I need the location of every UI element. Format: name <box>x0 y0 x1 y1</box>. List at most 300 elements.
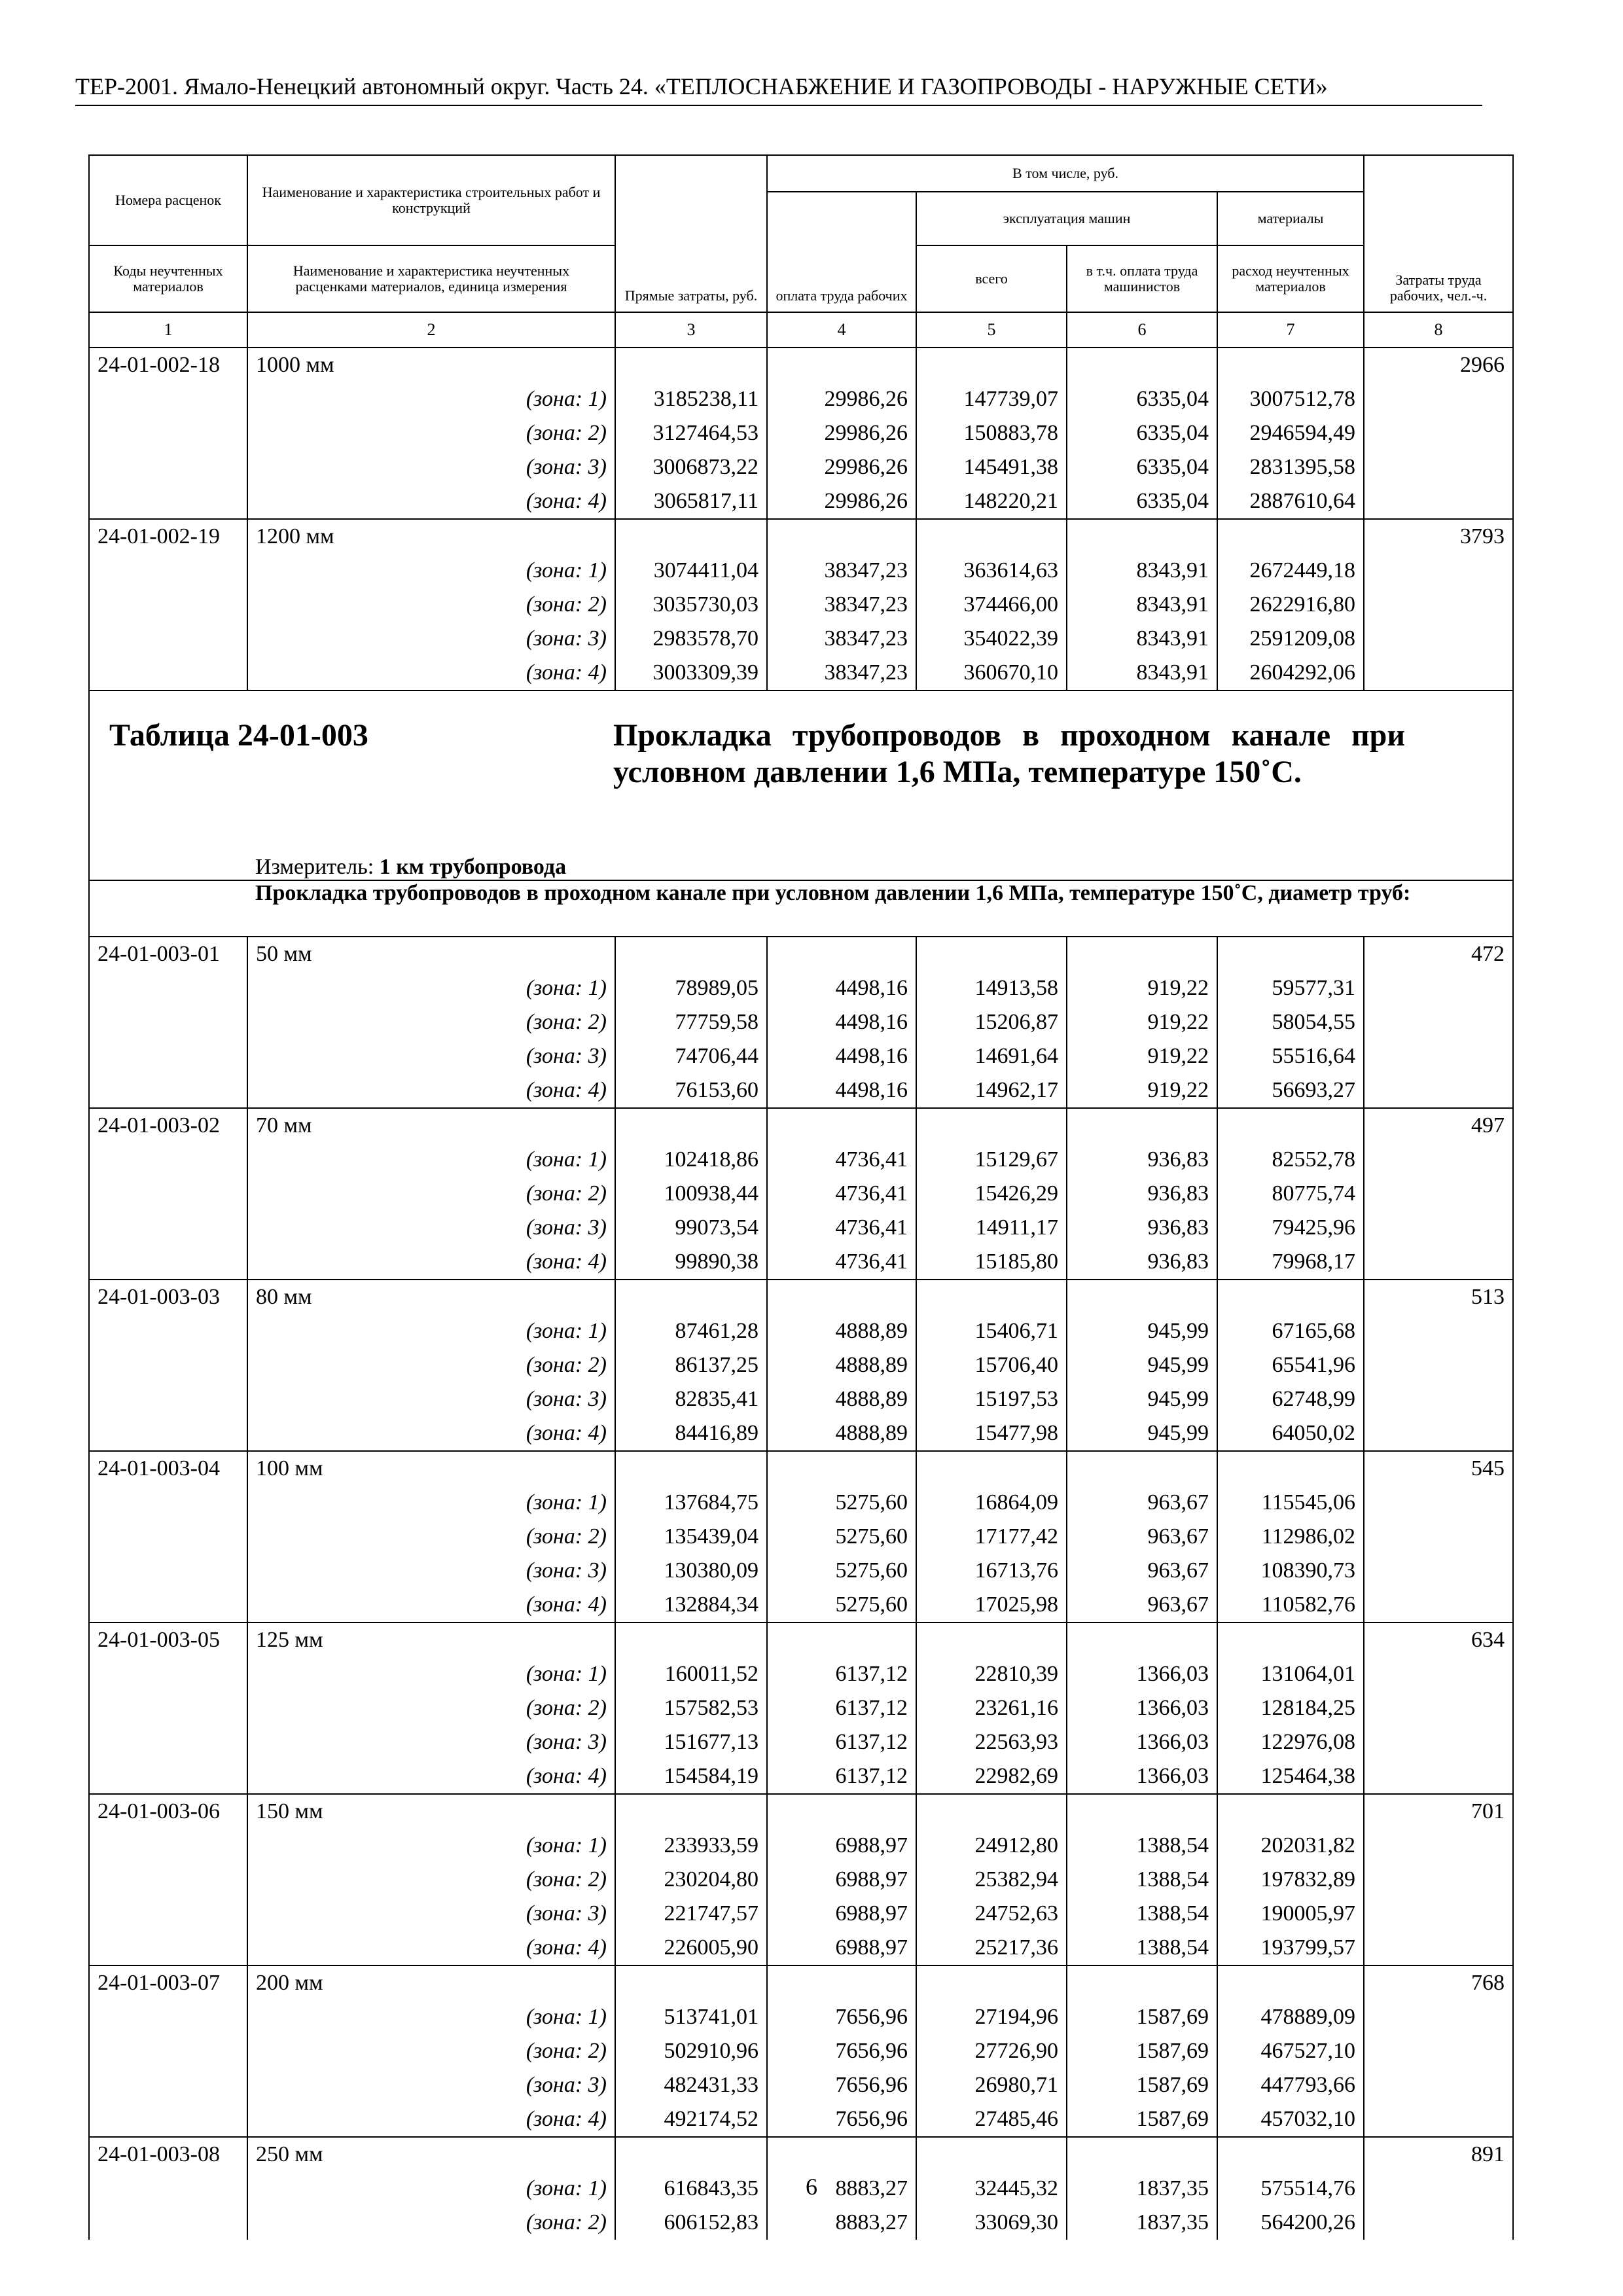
col-operator-pay: в т.ч. оплата труда машинистов <box>1067 245 1217 312</box>
direct-cost: 3006873,22 <box>615 450 767 484</box>
direct-cost: 74706,44 <box>615 1039 767 1073</box>
labor-cost: 634 <box>1364 1623 1513 1657</box>
direct-cost: 137684,75 <box>615 1486 767 1520</box>
zone-label: (зона: 4) <box>247 2102 615 2137</box>
col-name: Наименование и характеристика строительных работ и конструкций <box>247 155 615 245</box>
empty-cell <box>767 1965 916 2000</box>
table-name: Таблица 24-01-003 <box>109 718 368 753</box>
materials-use: 3007512,78 <box>1217 382 1364 416</box>
labor-pay: 29986,26 <box>767 484 916 519</box>
rate-code: 24-01-002-19 <box>89 519 247 554</box>
operator-pay: 963,67 <box>1067 1588 1217 1623</box>
materials-use: 108390,73 <box>1217 1554 1364 1588</box>
empty-cell <box>1364 2102 1513 2137</box>
rate-name: 1000 мм <box>247 348 615 382</box>
machines-total: 33069,30 <box>916 2206 1067 2240</box>
empty-cell <box>1217 1623 1364 1657</box>
empty-cell <box>615 2137 767 2172</box>
rate-code: 24-01-003-07 <box>89 1965 247 2000</box>
col-rate-no: Номера расценок <box>89 155 247 245</box>
empty-cell <box>615 1965 767 2000</box>
labor-pay: 4736,41 <box>767 1245 916 1280</box>
empty-cell <box>89 484 247 519</box>
empty-cell <box>1364 1520 1513 1554</box>
empty-cell <box>89 1897 247 1931</box>
meter-value: 1 км трубопровода <box>379 855 567 879</box>
empty-cell <box>1364 1657 1513 1691</box>
empty-cell <box>89 2068 247 2102</box>
empty-cell <box>1364 1039 1513 1073</box>
machines-total: 27194,96 <box>916 2000 1067 2034</box>
zone-row <box>89 1759 1513 1794</box>
empty-cell <box>1364 1211 1513 1245</box>
col-number: 3 <box>615 312 767 348</box>
empty-cell <box>1217 519 1364 554</box>
labor-pay: 4888,89 <box>767 1348 916 1382</box>
operator-pay: 6335,04 <box>1067 450 1217 484</box>
rate-name: 125 мм <box>247 1623 615 1657</box>
col-machines: эксплуатация машин <box>916 192 1217 245</box>
empty-cell <box>1364 1691 1513 1725</box>
machines-total: 22563,93 <box>916 1725 1067 1759</box>
empty-cell <box>916 1280 1067 1314</box>
empty-cell <box>89 971 247 1005</box>
operator-pay: 6335,04 <box>1067 382 1217 416</box>
labor-pay: 8883,27 <box>767 2206 916 2240</box>
empty-cell <box>1364 1314 1513 1348</box>
empty-cell <box>1217 2137 1364 2172</box>
direct-cost: 151677,13 <box>615 1725 767 1759</box>
col-number: 8 <box>1364 312 1513 348</box>
zone-label: (зона: 3) <box>247 1211 615 1245</box>
empty-cell <box>1217 937 1364 971</box>
machines-total: 14913,58 <box>916 971 1067 1005</box>
materials-use: 2604292,06 <box>1217 656 1364 691</box>
machines-total: 363614,63 <box>916 554 1067 588</box>
direct-cost: 221747,57 <box>615 1897 767 1931</box>
rate-row <box>89 1965 1513 2000</box>
rate-row <box>89 1794 1513 1829</box>
empty-cell <box>89 1588 247 1623</box>
direct-cost: 230204,80 <box>615 1863 767 1897</box>
zone-label: (зона: 3) <box>247 1725 615 1759</box>
labor-pay: 7656,96 <box>767 2102 916 2137</box>
empty-cell <box>1364 2068 1513 2102</box>
machines-total: 15129,67 <box>916 1143 1067 1177</box>
labor-pay: 29986,26 <box>767 450 916 484</box>
rate-row <box>89 1280 1513 1314</box>
zone-row <box>89 1554 1513 1588</box>
empty-cell <box>1364 1177 1513 1211</box>
materials-use: 575514,76 <box>1217 2172 1364 2206</box>
empty-cell <box>767 519 916 554</box>
materials-use: 65541,96 <box>1217 1348 1364 1382</box>
zone-row <box>89 1931 1513 1965</box>
materials-use: 2831395,58 <box>1217 450 1364 484</box>
operator-pay: 1587,69 <box>1067 2068 1217 2102</box>
machines-total: 22810,39 <box>916 1657 1067 1691</box>
materials-use: 2672449,18 <box>1217 554 1364 588</box>
materials-use: 128184,25 <box>1217 1691 1364 1725</box>
empty-cell <box>916 1623 1067 1657</box>
materials-use: 2887610,64 <box>1217 484 1364 519</box>
empty-cell <box>1364 622 1513 656</box>
empty-cell <box>1364 382 1513 416</box>
zone-row <box>89 622 1513 656</box>
materials-use: 112986,02 <box>1217 1520 1364 1554</box>
col-number: 5 <box>916 312 1067 348</box>
labor-pay: 6988,97 <box>767 1897 916 1931</box>
direct-cost: 99890,38 <box>615 1245 767 1280</box>
empty-cell <box>916 1108 1067 1143</box>
empty-cell <box>615 519 767 554</box>
operator-pay: 945,99 <box>1067 1382 1217 1416</box>
machines-total: 15426,29 <box>916 1177 1067 1211</box>
materials-use: 110582,76 <box>1217 1588 1364 1623</box>
labor-pay: 4888,89 <box>767 1382 916 1416</box>
empty-cell <box>89 2206 247 2240</box>
zone-row <box>89 1897 1513 1931</box>
col-number: 2 <box>247 312 615 348</box>
empty-cell <box>916 348 1067 382</box>
machines-total: 14962,17 <box>916 1073 1067 1108</box>
operator-pay: 8343,91 <box>1067 656 1217 691</box>
machines-total: 17177,42 <box>916 1520 1067 1554</box>
zone-row <box>89 416 1513 450</box>
col-number: 6 <box>1067 312 1217 348</box>
zone-row <box>89 2000 1513 2034</box>
operator-pay: 1366,03 <box>1067 1759 1217 1794</box>
zone-label: (зона: 3) <box>247 1554 615 1588</box>
empty-cell <box>89 1416 247 1451</box>
labor-cost: 497 <box>1364 1108 1513 1143</box>
empty-cell <box>89 1520 247 1554</box>
empty-cell <box>1364 1829 1513 1863</box>
empty-cell <box>1217 1794 1364 1829</box>
zone-row <box>89 1725 1513 1759</box>
empty-cell <box>1364 1588 1513 1623</box>
zone-label: (зона: 3) <box>247 2068 615 2102</box>
col-codes: Коды неучтенных материалов <box>89 245 247 312</box>
empty-cell <box>1364 1416 1513 1451</box>
rate-code: 24-01-003-05 <box>89 1623 247 1657</box>
direct-cost: 492174,52 <box>615 2102 767 2137</box>
zone-row <box>89 1486 1513 1520</box>
empty-cell <box>1364 2206 1513 2240</box>
section-description: Прокладка трубопроводов в проходном канале при условном давлении 1,6 МПа, температуре 150˚С, диаметр труб: <box>247 880 1513 937</box>
direct-cost: 157582,53 <box>615 1691 767 1725</box>
machines-total: 16864,09 <box>916 1486 1067 1520</box>
empty-cell <box>89 2102 247 2137</box>
empty-cell <box>89 1759 247 1794</box>
labor-cost: 701 <box>1364 1794 1513 1829</box>
table-header <box>89 155 1513 348</box>
operator-pay: 1837,35 <box>1067 2172 1217 2206</box>
empty-cell <box>89 1382 247 1416</box>
operator-pay: 1366,03 <box>1067 1657 1217 1691</box>
col-number: 7 <box>1217 312 1364 348</box>
zone-label: (зона: 2) <box>247 2034 615 2068</box>
labor-pay: 7656,96 <box>767 2000 916 2034</box>
machines-total: 25217,36 <box>916 1931 1067 1965</box>
operator-pay: 1366,03 <box>1067 1725 1217 1759</box>
zone-row <box>89 1691 1513 1725</box>
rates-table <box>88 154 1514 2240</box>
zone-label: (зона: 4) <box>247 484 615 519</box>
machines-total: 15197,53 <box>916 1382 1067 1416</box>
empty-cell <box>916 519 1067 554</box>
labor-pay: 6137,12 <box>767 1725 916 1759</box>
rate-name: 100 мм <box>247 1451 615 1486</box>
labor-pay: 8883,27 <box>767 2172 916 2206</box>
operator-pay: 1388,54 <box>1067 1863 1217 1897</box>
machines-total: 22982,69 <box>916 1759 1067 1794</box>
labor-pay: 4498,16 <box>767 1039 916 1073</box>
machines-total: 145491,38 <box>916 450 1067 484</box>
empty-cell <box>1364 1382 1513 1416</box>
col-total: всего <box>916 245 1067 312</box>
empty-cell <box>1067 1965 1217 2000</box>
empty-cell <box>1364 1486 1513 1520</box>
operator-pay: 1388,54 <box>1067 1897 1217 1931</box>
empty-cell <box>916 1451 1067 1486</box>
machines-total: 16713,76 <box>916 1554 1067 1588</box>
zone-row <box>89 450 1513 484</box>
empty-cell <box>89 622 247 656</box>
operator-pay: 8343,91 <box>1067 622 1217 656</box>
zone-row <box>89 382 1513 416</box>
labor-pay: 29986,26 <box>767 416 916 450</box>
empty-cell <box>1364 1005 1513 1039</box>
page-number: 6 <box>806 2174 817 2200</box>
direct-cost: 226005,90 <box>615 1931 767 1965</box>
col-mat-use: расход неучтенных материалов <box>1217 245 1364 312</box>
empty-cell <box>1067 1794 1217 1829</box>
empty-cell <box>1364 1863 1513 1897</box>
zone-label: (зона: 2) <box>247 1348 615 1382</box>
machines-total: 148220,21 <box>916 484 1067 519</box>
zone-row <box>89 656 1513 691</box>
empty-cell <box>767 1623 916 1657</box>
rate-name: 80 мм <box>247 1280 615 1314</box>
empty-cell <box>1217 1280 1364 1314</box>
empty-cell <box>89 1245 247 1280</box>
zone-row <box>89 1657 1513 1691</box>
empty-cell <box>1067 2137 1217 2172</box>
empty-cell <box>1067 937 1217 971</box>
zone-row <box>89 1039 1513 1073</box>
direct-cost: 3185238,11 <box>615 382 767 416</box>
machines-total: 25382,94 <box>916 1863 1067 1897</box>
empty-cell <box>1364 971 1513 1005</box>
materials-use: 62748,99 <box>1217 1382 1364 1416</box>
labor-cost: 768 <box>1364 1965 1513 2000</box>
machines-total: 15185,80 <box>916 1245 1067 1280</box>
rate-code: 24-01-003-08 <box>89 2137 247 2172</box>
labor-pay: 5275,60 <box>767 1520 916 1554</box>
empty-cell <box>1364 1554 1513 1588</box>
labor-pay: 38347,23 <box>767 622 916 656</box>
machines-total: 23261,16 <box>916 1691 1067 1725</box>
zone-label: (зона: 2) <box>247 588 615 622</box>
direct-cost: 132884,34 <box>615 1588 767 1623</box>
empty-cell <box>1067 348 1217 382</box>
zone-row <box>89 1073 1513 1108</box>
empty-cell <box>89 1829 247 1863</box>
operator-pay: 1587,69 <box>1067 2000 1217 2034</box>
labor-pay: 4888,89 <box>767 1314 916 1348</box>
zone-label: (зона: 4) <box>247 1588 615 1623</box>
empty-cell <box>916 1794 1067 1829</box>
zone-label: (зона: 1) <box>247 1314 615 1348</box>
empty-cell <box>767 348 916 382</box>
rates-block-003 <box>89 937 1513 2240</box>
operator-pay: 963,67 <box>1067 1554 1217 1588</box>
materials-use: 82552,78 <box>1217 1143 1364 1177</box>
empty-cell <box>89 1691 247 1725</box>
operator-pay: 8343,91 <box>1067 554 1217 588</box>
empty-cell <box>916 1965 1067 2000</box>
empty-cell <box>1067 1451 1217 1486</box>
labor-pay: 4498,16 <box>767 1073 916 1108</box>
zone-row <box>89 1314 1513 1348</box>
empty-cell <box>89 656 247 691</box>
empty-cell <box>89 1211 247 1245</box>
machines-total: 15706,40 <box>916 1348 1067 1382</box>
materials-use: 2946594,49 <box>1217 416 1364 450</box>
materials-use: 190005,97 <box>1217 1897 1364 1931</box>
empty-cell <box>615 1623 767 1657</box>
labor-cost: 891 <box>1364 2137 1513 2172</box>
direct-cost: 86137,25 <box>615 1348 767 1382</box>
empty-cell <box>1217 1108 1364 1143</box>
labor-cost: 513 <box>1364 1280 1513 1314</box>
operator-pay: 1388,54 <box>1067 1829 1217 1863</box>
zone-label: (зона: 2) <box>247 1177 615 1211</box>
empty-cell <box>1364 450 1513 484</box>
materials-use: 79968,17 <box>1217 1245 1364 1280</box>
zone-row <box>89 2068 1513 2102</box>
col-mat-name: Наименование и характеристика неучтенных расценками материалов, единица измерения <box>247 245 615 312</box>
machines-total: 14691,64 <box>916 1039 1067 1073</box>
materials-use: 202031,82 <box>1217 1829 1364 1863</box>
empty-cell <box>89 2000 247 2034</box>
materials-use: 80775,74 <box>1217 1177 1364 1211</box>
rate-code: 24-01-003-04 <box>89 1451 247 1486</box>
operator-pay: 1366,03 <box>1067 1691 1217 1725</box>
empty-cell <box>89 1177 247 1211</box>
direct-cost: 84416,89 <box>615 1416 767 1451</box>
empty-cell <box>1364 656 1513 691</box>
empty-cell <box>615 1794 767 1829</box>
operator-pay: 936,83 <box>1067 1245 1217 1280</box>
machines-total: 15477,98 <box>916 1416 1067 1451</box>
empty-cell <box>89 450 247 484</box>
rates-block-002 <box>89 348 1513 691</box>
operator-pay: 919,22 <box>1067 1005 1217 1039</box>
labor-pay: 5275,60 <box>767 1554 916 1588</box>
labor-pay: 6137,12 <box>767 1759 916 1794</box>
operator-pay: 6335,04 <box>1067 484 1217 519</box>
materials-use: 125464,38 <box>1217 1759 1364 1794</box>
direct-cost: 87461,28 <box>615 1314 767 1348</box>
col-materials: материалы <box>1217 192 1364 245</box>
operator-pay: 936,83 <box>1067 1211 1217 1245</box>
empty-cell <box>615 937 767 971</box>
operator-pay: 1587,69 <box>1067 2102 1217 2137</box>
zone-label: (зона: 2) <box>247 1691 615 1725</box>
empty-cell <box>89 1486 247 1520</box>
rate-name: 200 мм <box>247 1965 615 2000</box>
empty-cell <box>916 937 1067 971</box>
materials-use: 122976,08 <box>1217 1725 1364 1759</box>
materials-use: 79425,96 <box>1217 1211 1364 1245</box>
zone-label: (зона: 4) <box>247 1931 615 1965</box>
rate-row <box>89 937 1513 971</box>
labor-pay: 7656,96 <box>767 2068 916 2102</box>
labor-pay: 4736,41 <box>767 1143 916 1177</box>
labor-pay: 5275,60 <box>767 1588 916 1623</box>
zone-label: (зона: 2) <box>247 2206 615 2240</box>
labor-pay: 6988,97 <box>767 1863 916 1897</box>
direct-cost: 78989,05 <box>615 971 767 1005</box>
labor-pay: 38347,23 <box>767 656 916 691</box>
empty-cell <box>1364 416 1513 450</box>
labor-pay: 4736,41 <box>767 1177 916 1211</box>
rate-row <box>89 1451 1513 1486</box>
operator-pay: 963,67 <box>1067 1486 1217 1520</box>
operator-pay: 919,22 <box>1067 1039 1217 1073</box>
empty-cell <box>767 1108 916 1143</box>
col-number: 4 <box>767 312 916 348</box>
labor-pay: 29986,26 <box>767 382 916 416</box>
zone-label: (зона: 1) <box>247 971 615 1005</box>
direct-cost: 154584,19 <box>615 1759 767 1794</box>
empty-cell <box>89 1143 247 1177</box>
empty-cell <box>1364 1073 1513 1108</box>
rate-row <box>89 2137 1513 2172</box>
rate-code: 24-01-002-18 <box>89 348 247 382</box>
empty-cell <box>1364 1931 1513 1965</box>
empty-cell <box>89 2034 247 2068</box>
zone-row <box>89 1143 1513 1177</box>
labor-pay: 4888,89 <box>767 1416 916 1451</box>
direct-cost: 102418,86 <box>615 1143 767 1177</box>
zone-row <box>89 1382 1513 1416</box>
empty-cell <box>89 416 247 450</box>
empty-cell <box>89 1348 247 1382</box>
zone-row <box>89 1211 1513 1245</box>
empty-cell <box>1364 1143 1513 1177</box>
zone-label: (зона: 4) <box>247 656 615 691</box>
zone-label: (зона: 1) <box>247 2000 615 2034</box>
operator-pay: 919,22 <box>1067 1073 1217 1108</box>
materials-use: 478889,09 <box>1217 2000 1364 2034</box>
running-header: ТЕР-2001. Ямало-Ненецкий автономный округ. Часть 24. «ТЕПЛОСНАБЖЕНИЕ И ГАЗОПРОВОДЫ - НАРУЖНЫЕ СЕТИ» <box>75 73 1328 99</box>
zone-row <box>89 1829 1513 1863</box>
materials-use: 58054,55 <box>1217 1005 1364 1039</box>
materials-use: 131064,01 <box>1217 1657 1364 1691</box>
direct-cost: 3074411,04 <box>615 554 767 588</box>
labor-pay: 6137,12 <box>767 1691 916 1725</box>
operator-pay: 945,99 <box>1067 1314 1217 1348</box>
empty-cell <box>89 1725 247 1759</box>
empty-cell <box>89 1863 247 1897</box>
labor-pay: 6137,12 <box>767 1657 916 1691</box>
machines-total: 374466,00 <box>916 588 1067 622</box>
zone-row <box>89 1005 1513 1039</box>
rate-row <box>89 348 1513 382</box>
